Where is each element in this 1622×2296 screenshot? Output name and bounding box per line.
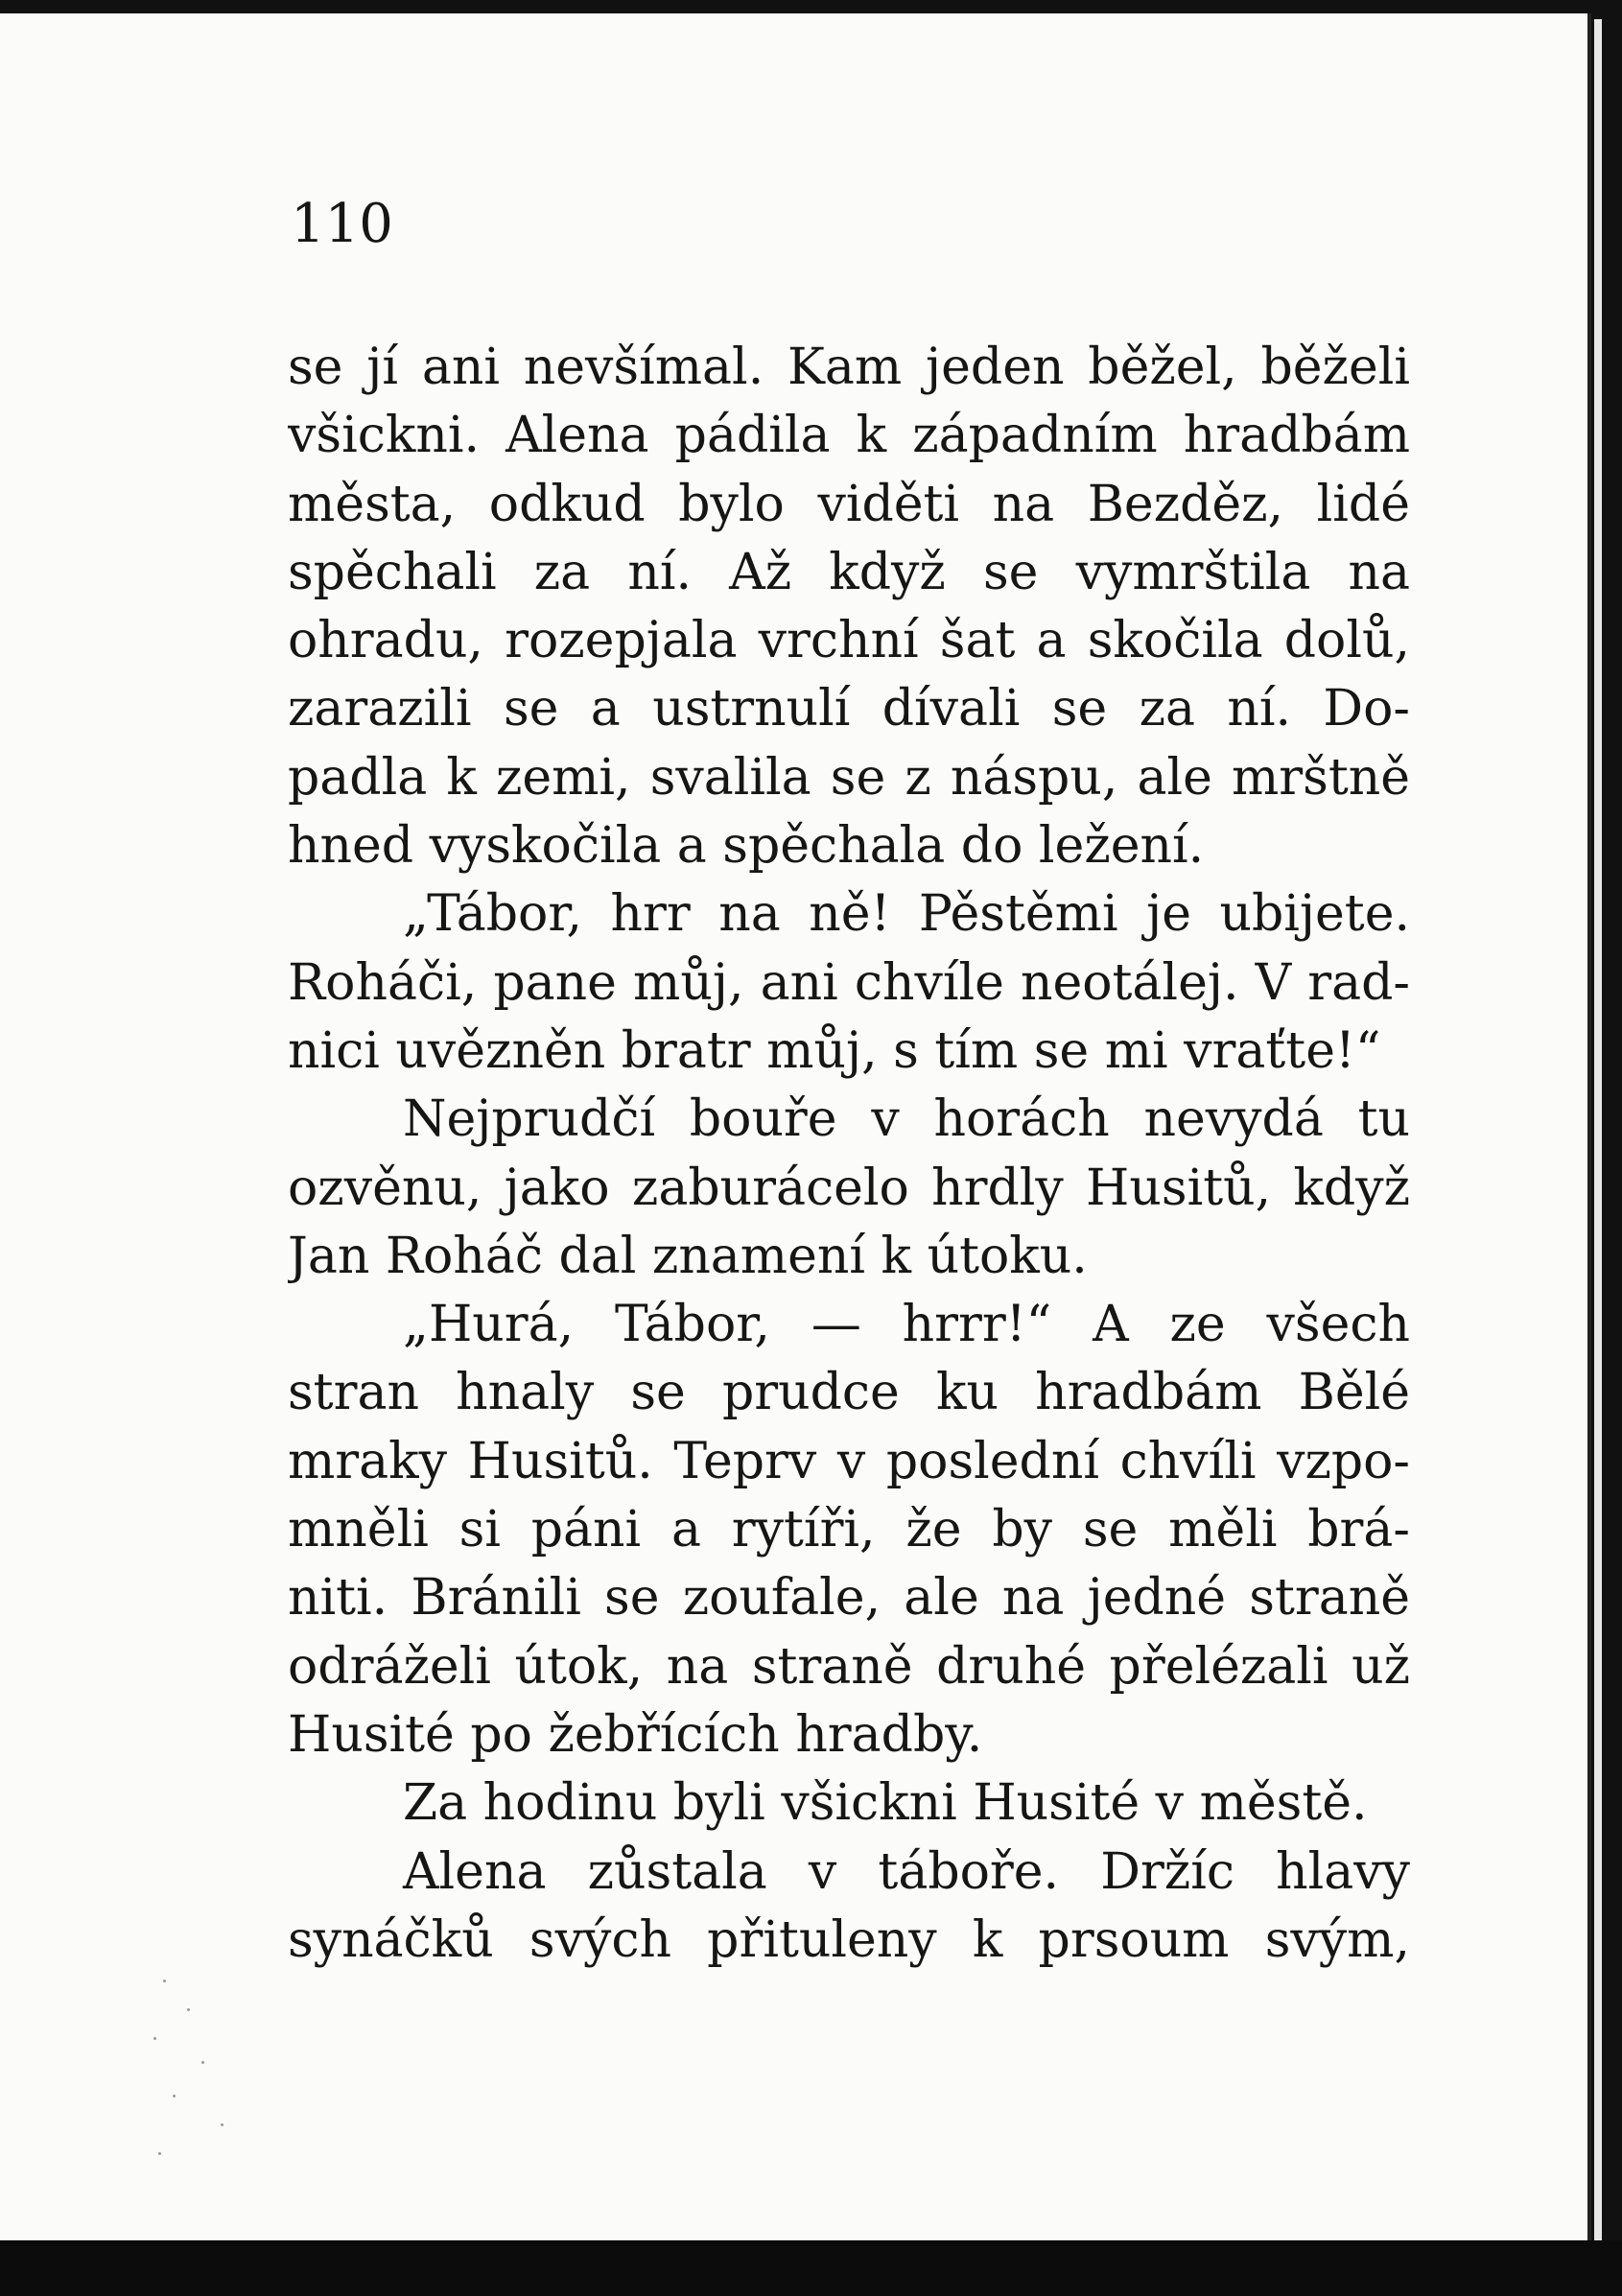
text-line: mněli si páni a rytíři, že by se měli brá- [288,1501,1410,1559]
text-line: Alena zůstala v táboře. Držíc hlavy [403,1842,1410,1901]
book-page [0,13,1591,2240]
text-line: ohradu, rozepjala vrchní šat a skočila dolů, [288,612,1410,670]
paper-specks [144,1970,259,2181]
text-line: zarazili se a ustrnulí dívali se za ní. Do- [288,680,1410,738]
text-line: se jí ani nevšímal. Kam jeden běžel, běželi [288,339,1410,396]
text-line: odráželi útok, na straně druhé přelézali už [288,1637,1410,1696]
text-line: synáčků svých přituleny k prsoum svým, [288,1910,1410,1969]
page-edge [1594,19,1602,2254]
text-line: padla k zemi, svalila se z náspu, ale mrštně [288,748,1410,807]
text-line: Nejprudčí bouře v horách nevydá tu [403,1090,1410,1149]
body-text [288,334,1410,1975]
text-line: Jan Roháč dal znamení k útoku. [288,1227,1088,1285]
text-line: stran hnaly se prudce ku hradbám Bělé [288,1364,1410,1422]
text-line: všickni. Alena pádila k západním hradbám [288,407,1410,465]
text-line: spěchali za ní. Až když se vymrštila na [288,543,1410,601]
text-line: města, odkud bylo viděti na Bezděz, lidé [288,475,1410,533]
text-line: Husité po žebřících hradby. [288,1705,983,1764]
text-line: Za hodinu byli všickni Husité v městě. [403,1774,1368,1833]
text-line: Roháči, pane můj, ani chvíle neotálej. V rad- [288,953,1410,1012]
page-number: 110 [291,193,393,255]
scan-border [0,2240,1622,2296]
text-line: ozvěnu, jako zaburácelo hrdly Husitů, když [288,1159,1410,1217]
text-line: nici uvězněn bratr můj, s tím se mi vraťte!“ [288,1021,1381,1080]
text-line: mraky Husitů. Teprv v poslední chvíli vzpo- [288,1432,1410,1490]
text-line: niti. Bránili se zoufale, ale na jedné straně [288,1569,1410,1628]
text-line: „Hurá, Tábor, — hrrr!“ A ze všech [403,1296,1410,1354]
text-line: „Tábor, hrr na ně! Pěstěmi je ubijete. [403,885,1410,944]
text-line: hned vyskočila a spěchala do ležení. [288,817,1205,876]
